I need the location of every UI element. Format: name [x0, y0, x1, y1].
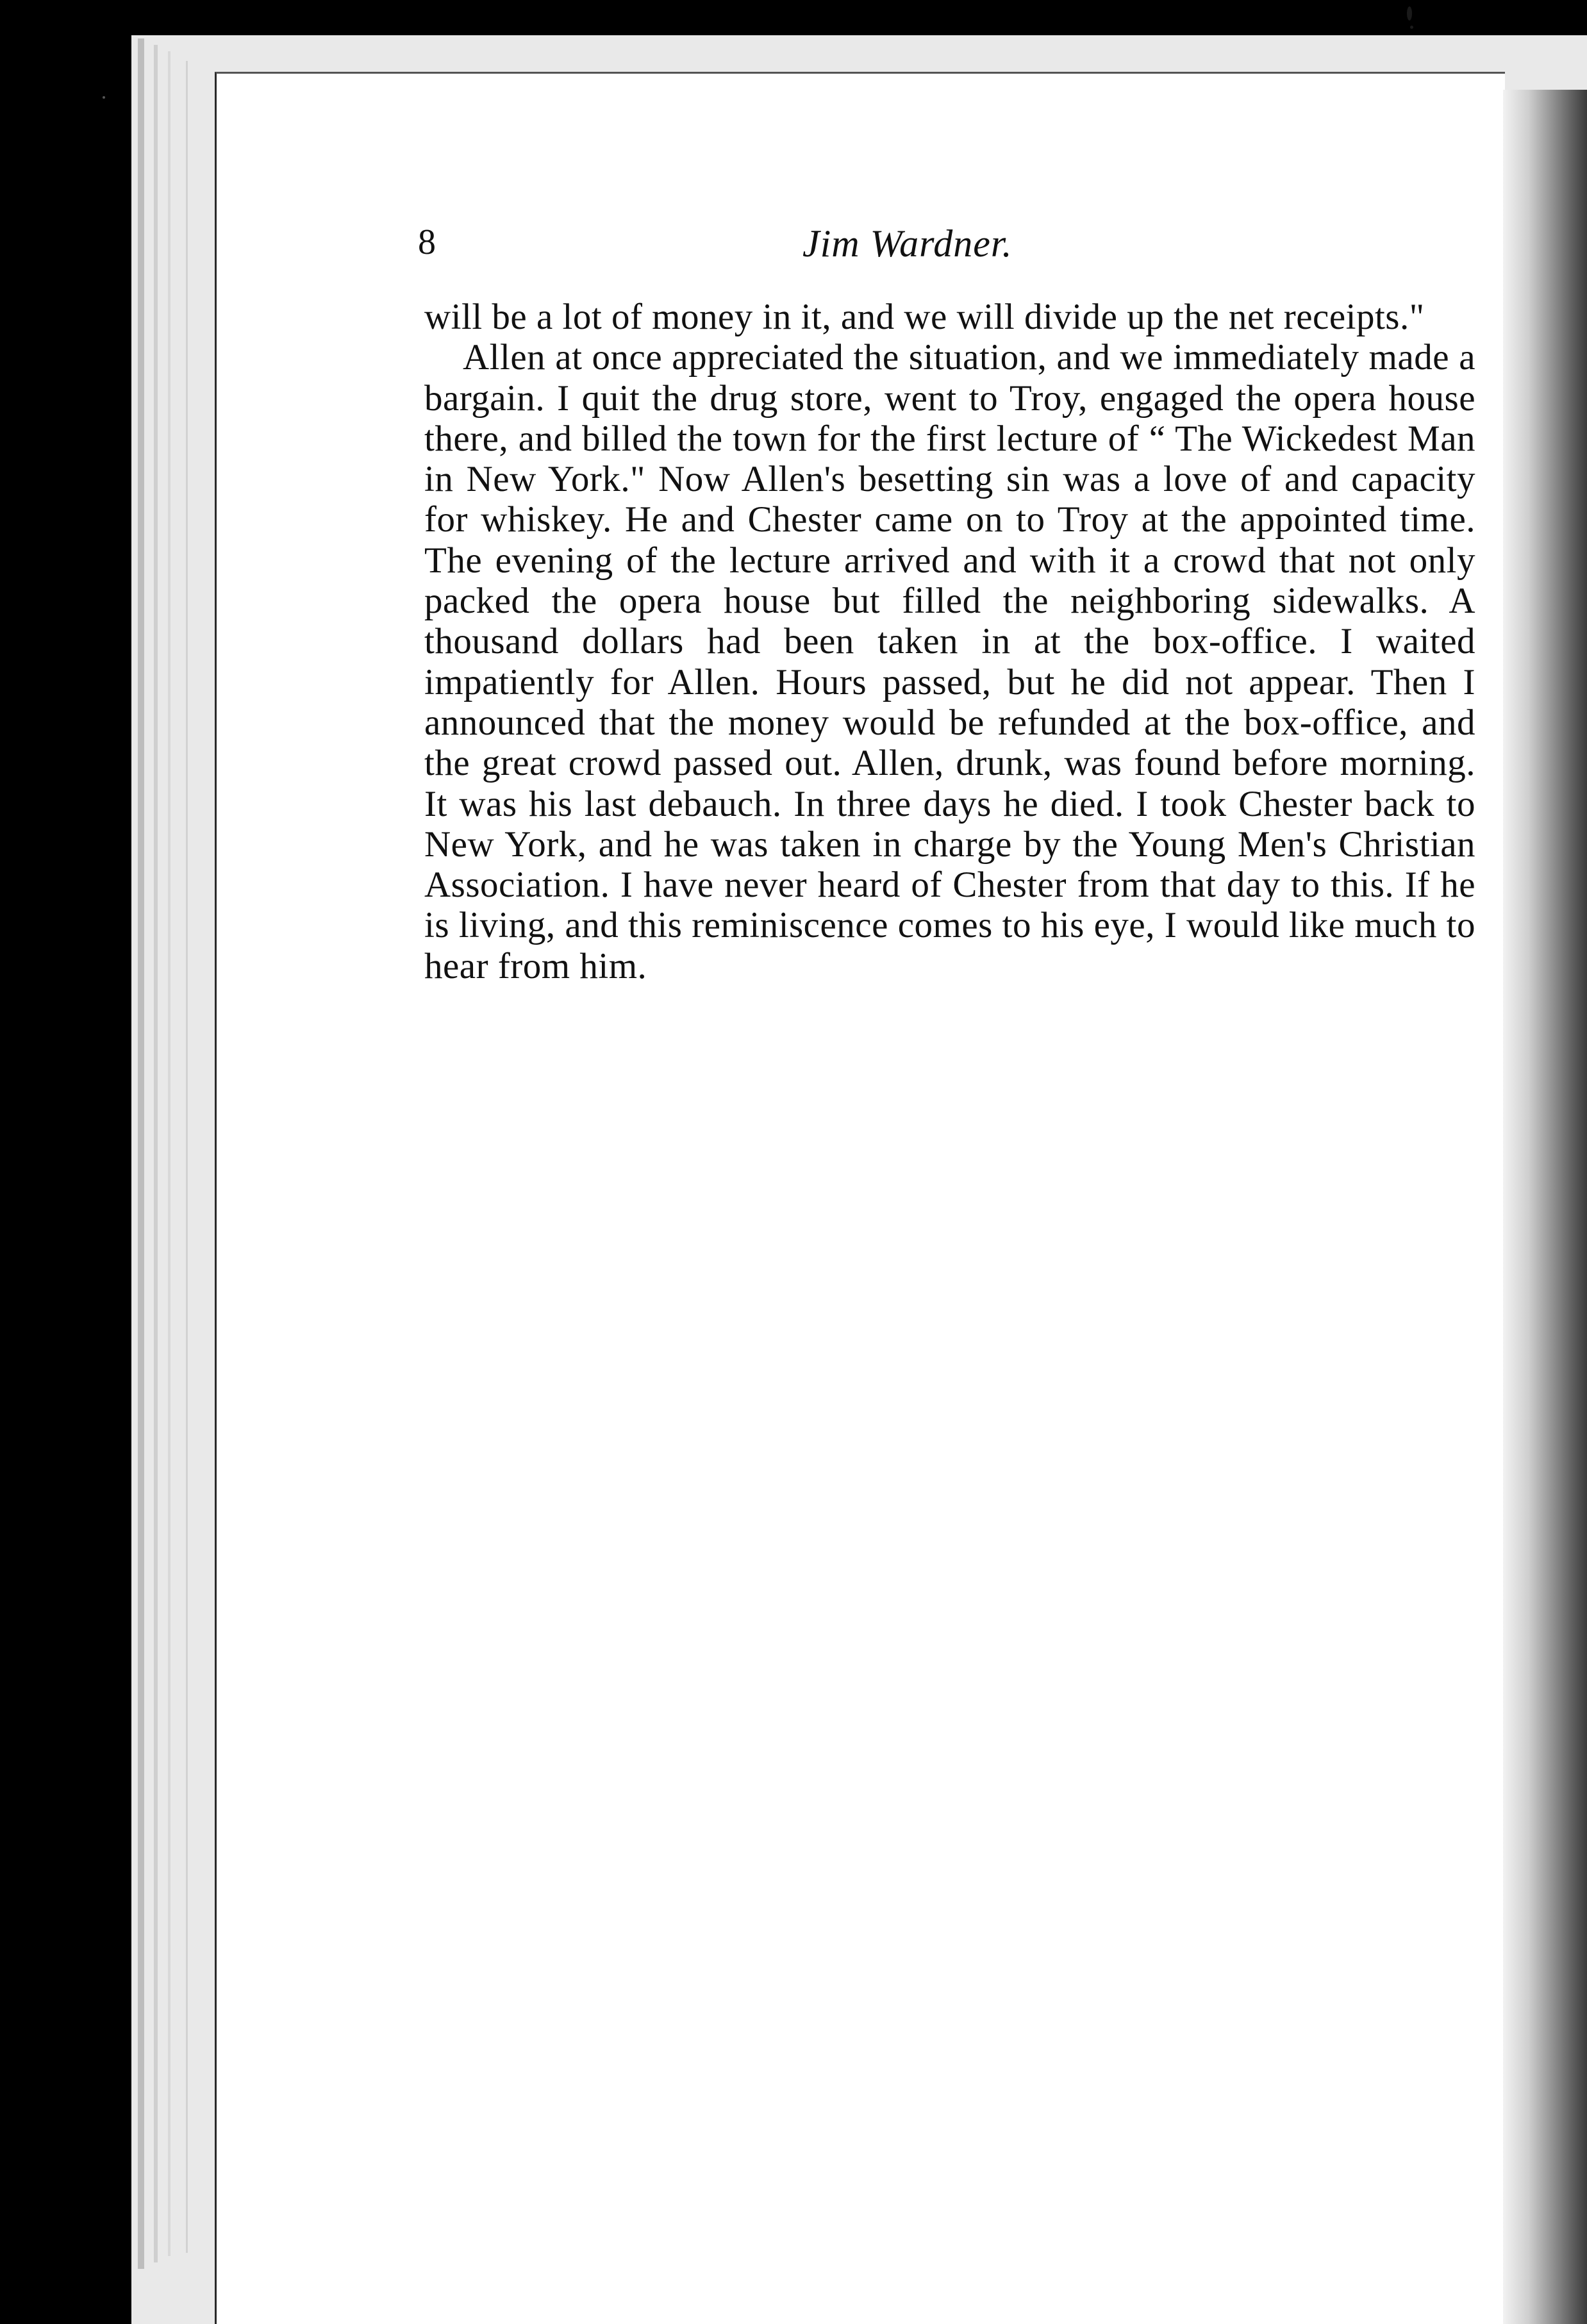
paragraph: will be a lot of money in it, and we will divide up the net receipts.": [424, 297, 1425, 337]
page-edge: [154, 45, 158, 2262]
page-edge: [138, 38, 144, 2269]
binding-shadow: [1503, 90, 1587, 2324]
page-header: [418, 222, 1478, 273]
body-text: [424, 297, 1475, 986]
scan-speck: [1407, 6, 1412, 21]
scan-speck: [103, 96, 105, 99]
paragraph: Allen at once appreciated the situation, and we immediately made a bargain. I quit the drug store, went to Troy, engaged the opera house there, and billed the town for the first lecture of “ The Wickedest Man in New York." Now Allen's besetting sin was a love of and capacity for whiskey. He and Chester came on to Troy at the appointed time. The evening of the lecture arrived and with it a crowd that not only packed the opera house but filled the neighboring sidewalks. A thousand dollars had been taken in at the box-office. I waited impatiently for Allen. Hours passed, but he did not appear. Then I announced that the money would be refunded at the box-office, and the great crowd passed out. Allen, drunk, was found before morning. It was his last debauch. In three days he died. I took Chester back to New York, and he was taken in charge by the Young Men's Christian Association. I have never heard of Chester from that day to this. If he is living, and this reminiscence comes to his eye, I would like much to hear from him.: [424, 337, 1475, 986]
page-edge: [168, 51, 170, 2256]
page-edge: [186, 61, 188, 2253]
page-number: 8: [418, 222, 436, 262]
running-head: Jim Wardner.: [802, 222, 1013, 265]
scan-speck: [1410, 26, 1413, 29]
